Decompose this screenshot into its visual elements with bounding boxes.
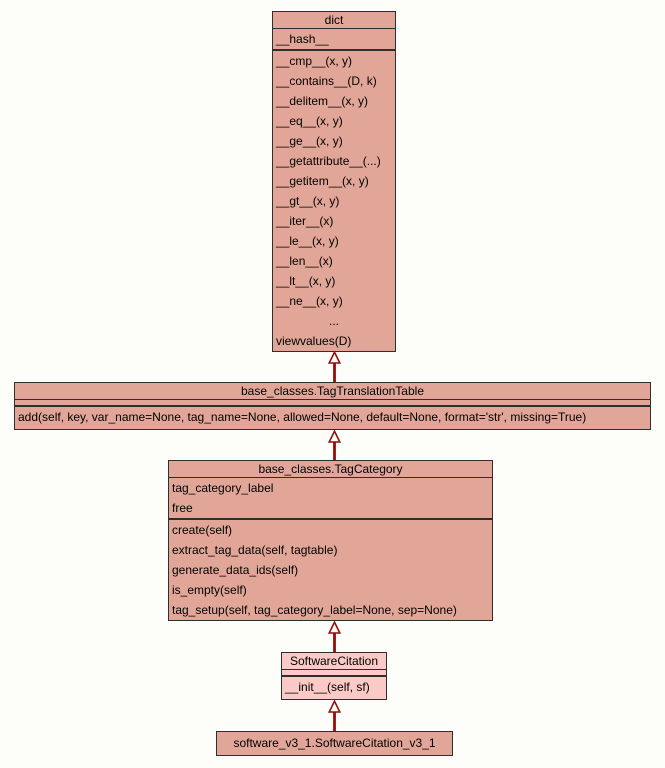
inheritance-arrow-softwarecitation-v3-1-to-softwarecitation <box>327 700 342 731</box>
methods-section <box>169 520 492 620</box>
method-row: extract_tag_data(self, tagtable) <box>172 543 338 557</box>
method-row: __init__(self, sf) <box>285 680 370 694</box>
methods-section <box>15 407 650 427</box>
method-row: __eq__(x, y) <box>276 114 343 128</box>
attribute-row: free <box>172 501 193 515</box>
attributes-section <box>169 478 492 520</box>
class-title: base_classes.TagTranslationTable <box>15 383 650 400</box>
method-row: is_empty(self) <box>172 583 247 597</box>
attributes-section <box>15 400 650 407</box>
method-row: viewvalues(D) <box>276 334 352 348</box>
method-row: __getattribute__(...) <box>276 154 381 168</box>
method-row: __gt__(x, y) <box>276 194 340 208</box>
method-row: add(self, key, var_name=None, tag_name=None, allowed=None, default=None, format='str', missing=True) <box>18 410 587 424</box>
class-title: SoftwareCitation <box>282 653 386 670</box>
method-row: create(self) <box>172 523 233 537</box>
method-row: generate_data_ids(self) <box>172 563 299 577</box>
attribute-row: __hash__ <box>276 32 329 46</box>
class-title: software_v3_1.SoftwareCitation_v3_1 <box>233 736 436 750</box>
method-row: tag_setup(self, tag_category_label=None, sep=None) <box>172 603 457 617</box>
class-title: base_classes.TagCategory <box>169 461 492 478</box>
class-box-softwarecitation[interactable] <box>281 652 387 700</box>
class-box-dict[interactable] <box>272 11 396 352</box>
method-row: __iter__(x) <box>276 214 334 228</box>
methods-section <box>282 677 386 697</box>
methods-section <box>273 51 395 351</box>
inheritance-arrow-tagcategory-to-tagtranslationtable <box>327 430 342 460</box>
method-row: __le__(x, y) <box>276 234 339 248</box>
inheritance-arrow-softwarecitation-to-tagcategory <box>327 621 342 652</box>
method-row: __getitem__(x, y) <box>276 174 369 188</box>
method-row: __contains__(D, k) <box>276 74 377 88</box>
class-box-softwarecitation-v3-1[interactable] <box>216 731 453 756</box>
attributes-section <box>282 670 386 677</box>
class-title: dict <box>273 12 395 29</box>
class-box-tagtranslationtable[interactable] <box>14 382 651 430</box>
inheritance-arrow-tagtranslationtable-to-dict <box>327 351 342 382</box>
method-row: __delitem__(x, y) <box>276 94 369 108</box>
attributes-section <box>273 29 395 51</box>
method-row: __cmp__(x, y) <box>276 54 353 68</box>
attribute-row: tag_category_label <box>172 481 274 495</box>
method-row: __ge__(x, y) <box>276 134 343 148</box>
class-box-tagcategory[interactable] <box>168 460 493 621</box>
method-row: __lt__(x, y) <box>276 274 336 288</box>
method-row: __ne__(x, y) <box>276 294 343 308</box>
method-row: ... <box>328 314 339 328</box>
method-row: __len__(x) <box>276 254 333 268</box>
